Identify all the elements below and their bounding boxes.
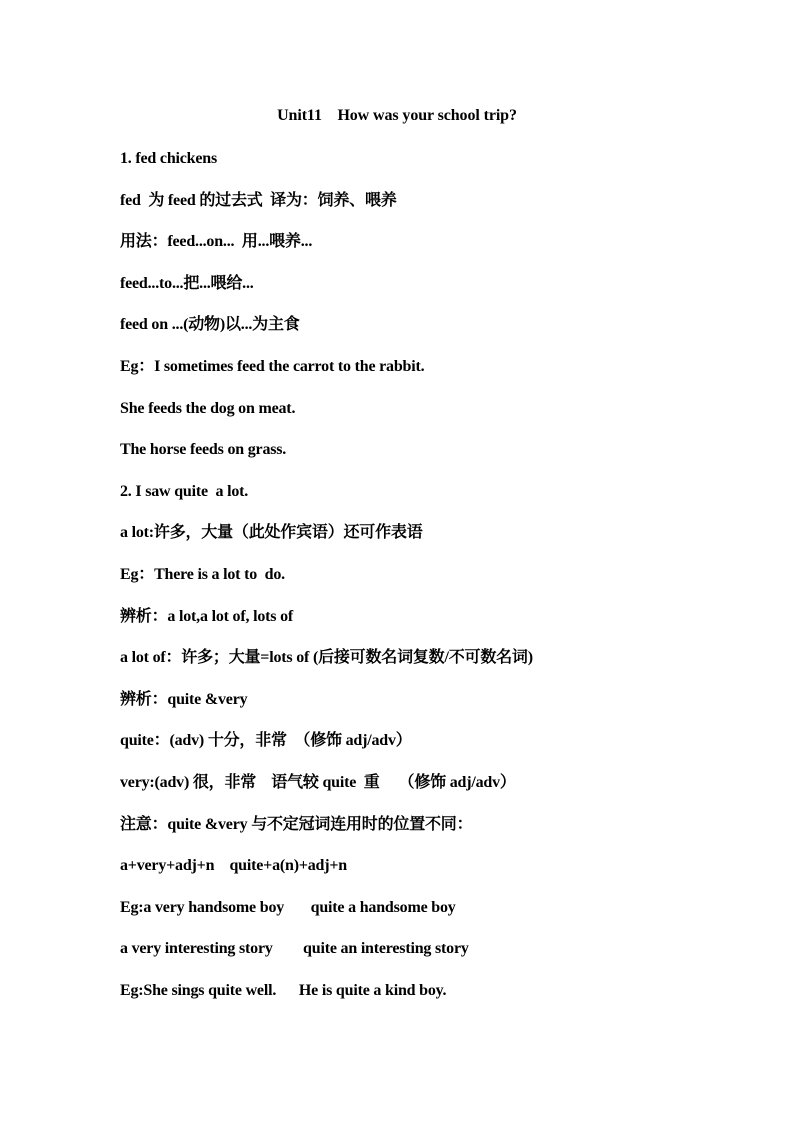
document-body bbox=[120, 149, 740, 1022]
body-line: She feeds the dog on meat. bbox=[120, 399, 296, 417]
body-line: Eg：There is a lot to do. bbox=[120, 565, 285, 583]
body-line: a lot of：许多；大量=lots of (后接可数名词复数/不可数名词) bbox=[120, 649, 533, 667]
body-line: 2. I saw quite a lot. bbox=[120, 482, 249, 500]
body-line: Eg:She sings quite well. He is quite a kind boy. bbox=[120, 981, 447, 999]
body-line: 辨析：quite &very bbox=[120, 690, 248, 708]
body-line: Eg:a very handsome boy quite a handsome boy bbox=[120, 898, 456, 916]
body-line: a+very+adj+n quite+a(n)+adj+n bbox=[120, 857, 347, 875]
body-line: fed 为 feed 的过去式 译为：饲养、喂养 bbox=[120, 191, 397, 209]
body-line: a very interesting story quite an interesting story bbox=[120, 940, 469, 958]
body-line: very:(adv) 很，非常 语气较 quite 重 （修饰 adj/adv） bbox=[120, 773, 516, 791]
body-line: 用法：feed...on... 用...喂养... bbox=[120, 233, 313, 251]
body-line: a lot:许多，大量（此处作宾语）还可作表语 bbox=[120, 524, 423, 542]
body-line: 注意：quite &very 与不定冠词连用时的位置不同： bbox=[120, 815, 473, 833]
body-line: The horse feeds on grass. bbox=[120, 441, 287, 459]
body-line: 辨析：a lot,a lot of, lots of bbox=[120, 607, 294, 625]
body-line: quite：(adv) 十分，非常 （修饰 adj/adv） bbox=[120, 732, 412, 750]
body-line: Eg：I sometimes feed the carrot to the rabbit. bbox=[120, 357, 425, 375]
body-line: 1. fed chickens bbox=[120, 150, 218, 167]
body-line: feed...to...把...喂给... bbox=[120, 274, 254, 292]
document-title: Unit11 How was your school trip? bbox=[277, 107, 517, 124]
body-line: feed on ...(动物)以...为主食 bbox=[120, 316, 300, 334]
